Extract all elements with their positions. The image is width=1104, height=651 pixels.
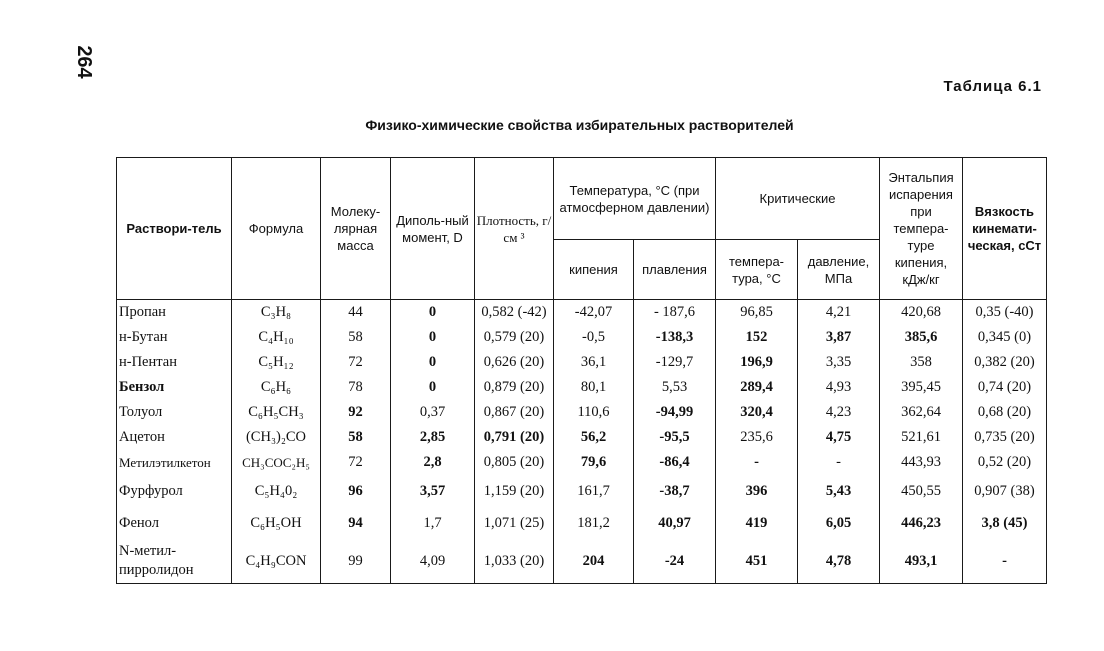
header-critical-temperature: темпера-тура, °С xyxy=(716,240,798,300)
cell-viscosity: - xyxy=(963,539,1047,584)
table-row xyxy=(117,507,1047,539)
cell-formula: C₆H₅OH xyxy=(232,507,321,539)
cell-melting: -24 xyxy=(634,539,716,584)
page-number: 264 xyxy=(73,45,95,79)
table-row xyxy=(117,350,1047,375)
header-melting: плавления xyxy=(634,240,716,300)
cell-critical-pressure: 6,05 xyxy=(798,507,880,539)
cell-density: 1,159 (20) xyxy=(475,475,554,507)
cell-critical-temperature: 235,6 xyxy=(716,425,798,450)
cell-dipole: 1,7 xyxy=(391,507,475,539)
cell-mass: 72 xyxy=(321,350,391,375)
cell-dipole: 0 xyxy=(391,375,475,400)
cell-formula: C₆H₆ xyxy=(232,375,321,400)
cell-dipole: 3,57 xyxy=(391,475,475,507)
cell-critical-temperature: 320,4 xyxy=(716,400,798,425)
cell-melting: - 187,6 xyxy=(634,300,716,326)
cell-critical-pressure: 3,35 xyxy=(798,350,880,375)
cell-mass: 94 xyxy=(321,507,391,539)
cell-boiling: 80,1 xyxy=(554,375,634,400)
cell-critical-temperature: 96,85 xyxy=(716,300,798,326)
cell-boiling: -42,07 xyxy=(554,300,634,326)
header-temperature-group: Температура, °С (при атмосферном давлении) xyxy=(554,158,716,240)
cell-density: 0,805 (20) xyxy=(475,450,554,475)
cell-density: 0,879 (20) xyxy=(475,375,554,400)
cell-enthalpy: 362,64 xyxy=(880,400,963,425)
cell-viscosity: 0,74 (20) xyxy=(963,375,1047,400)
cell-enthalpy: 420,68 xyxy=(880,300,963,326)
header-viscosity: Вязкость кинемати-ческая, сСт xyxy=(963,158,1047,300)
cell-melting: -86,4 xyxy=(634,450,716,475)
cell-dipole: 4,09 xyxy=(391,539,475,584)
cell-mass: 58 xyxy=(321,325,391,350)
cell-boiling: 161,7 xyxy=(554,475,634,507)
cell-melting: 40,97 xyxy=(634,507,716,539)
cell-solvent: Бензол xyxy=(117,375,232,400)
cell-melting: -129,7 xyxy=(634,350,716,375)
cell-critical-temperature: 419 xyxy=(716,507,798,539)
cell-density: 0,582 (-42) xyxy=(475,300,554,326)
cell-viscosity: 0,382 (20) xyxy=(963,350,1047,375)
cell-density: 0,791 (20) xyxy=(475,425,554,450)
cell-critical-temperature: - xyxy=(716,450,798,475)
cell-boiling: -0,5 xyxy=(554,325,634,350)
cell-mass: 92 xyxy=(321,400,391,425)
cell-dipole: 2,8 xyxy=(391,450,475,475)
header-solvent: Раствори-тель xyxy=(117,158,232,300)
cell-dipole: 0 xyxy=(391,325,475,350)
header-formula: Формула xyxy=(232,158,321,300)
cell-density: 0,867 (20) xyxy=(475,400,554,425)
cell-viscosity: 0,907 (38) xyxy=(963,475,1047,507)
cell-melting: -138,3 xyxy=(634,325,716,350)
table-row xyxy=(117,539,1047,584)
cell-solvent: н-Пентан xyxy=(117,350,232,375)
cell-viscosity: 0,345 (0) xyxy=(963,325,1047,350)
cell-critical-temperature: 152 xyxy=(716,325,798,350)
cell-solvent: Пропан xyxy=(117,300,232,326)
cell-mass: 78 xyxy=(321,375,391,400)
cell-mass: 58 xyxy=(321,425,391,450)
cell-melting: -95,5 xyxy=(634,425,716,450)
header-critical-group: Критические xyxy=(716,158,880,240)
table-row xyxy=(117,425,1047,450)
cell-critical-pressure: - xyxy=(798,450,880,475)
cell-density: 1,033 (20) xyxy=(475,539,554,584)
cell-solvent: Фенол xyxy=(117,507,232,539)
table-row xyxy=(117,325,1047,350)
cell-dipole: 0 xyxy=(391,350,475,375)
cell-formula: C₅H₁₂ xyxy=(232,350,321,375)
cell-viscosity: 0,35 (-40) xyxy=(963,300,1047,326)
cell-solvent: Толуол xyxy=(117,400,232,425)
properties-table xyxy=(116,157,1047,584)
header-boiling: кипения xyxy=(554,240,634,300)
cell-viscosity: 0,52 (20) xyxy=(963,450,1047,475)
cell-formula: (CH₃)₂CO xyxy=(232,425,321,450)
cell-enthalpy: 521,61 xyxy=(880,425,963,450)
cell-density: 1,071 (25) xyxy=(475,507,554,539)
cell-critical-pressure: 4,78 xyxy=(798,539,880,584)
header-critical-pressure: давление, МПа xyxy=(798,240,880,300)
cell-critical-temperature: 451 xyxy=(716,539,798,584)
cell-boiling: 110,6 xyxy=(554,400,634,425)
cell-formula: C₆H₅CH₃ xyxy=(232,400,321,425)
cell-boiling: 204 xyxy=(554,539,634,584)
cell-formula: C₅H₄0₂ xyxy=(232,475,321,507)
header-molar-mass: Молеку-лярная масса xyxy=(321,158,391,300)
cell-critical-temperature: 289,4 xyxy=(716,375,798,400)
cell-solvent: Метилэтилкетон xyxy=(117,450,232,475)
cell-viscosity: 0,68 (20) xyxy=(963,400,1047,425)
cell-mass: 96 xyxy=(321,475,391,507)
cell-enthalpy: 358 xyxy=(880,350,963,375)
header-dipole: Диполь-ный момент, D xyxy=(391,158,475,300)
cell-critical-temperature: 396 xyxy=(716,475,798,507)
cell-density: 0,579 (20) xyxy=(475,325,554,350)
cell-enthalpy: 443,93 xyxy=(880,450,963,475)
cell-enthalpy: 493,1 xyxy=(880,539,963,584)
cell-critical-pressure: 4,21 xyxy=(798,300,880,326)
cell-melting: 5,53 xyxy=(634,375,716,400)
table-row xyxy=(117,300,1047,326)
cell-boiling: 181,2 xyxy=(554,507,634,539)
header-enthalpy: Энтальпия испарения при темпера-туре кипения, кДж/кг xyxy=(880,158,963,300)
table-row xyxy=(117,475,1047,507)
cell-critical-pressure: 3,87 xyxy=(798,325,880,350)
cell-formula: C₃H₈ xyxy=(232,300,321,326)
cell-density: 0,626 (20) xyxy=(475,350,554,375)
cell-boiling: 56,2 xyxy=(554,425,634,450)
cell-enthalpy: 385,6 xyxy=(880,325,963,350)
cell-enthalpy: 450,55 xyxy=(880,475,963,507)
cell-solvent: Ацетон xyxy=(117,425,232,450)
cell-formula: C₄H₉CON xyxy=(232,539,321,584)
cell-critical-pressure: 4,23 xyxy=(798,400,880,425)
cell-solvent: N-метил-пирролидон xyxy=(117,539,232,584)
cell-mass: 44 xyxy=(321,300,391,326)
table-title: Физико-химические свойства избирательных растворителей xyxy=(365,117,794,133)
header-density: Плотность, г/см ³ xyxy=(475,158,554,300)
cell-formula: C₄H₁₀ xyxy=(232,325,321,350)
table-row xyxy=(117,400,1047,425)
cell-viscosity: 3,8 (45) xyxy=(963,507,1047,539)
cell-dipole: 0,37 xyxy=(391,400,475,425)
cell-enthalpy: 395,45 xyxy=(880,375,963,400)
table-label: Таблица 6.1 xyxy=(943,78,1042,95)
cell-dipole: 0 xyxy=(391,300,475,326)
table-row xyxy=(117,450,1047,475)
cell-dipole: 2,85 xyxy=(391,425,475,450)
cell-critical-pressure: 4,93 xyxy=(798,375,880,400)
cell-mass: 72 xyxy=(321,450,391,475)
cell-enthalpy: 446,23 xyxy=(880,507,963,539)
cell-boiling: 36,1 xyxy=(554,350,634,375)
cell-mass: 99 xyxy=(321,539,391,584)
table-row xyxy=(117,375,1047,400)
cell-solvent: н-Бутан xyxy=(117,325,232,350)
cell-boiling: 79,6 xyxy=(554,450,634,475)
cell-viscosity: 0,735 (20) xyxy=(963,425,1047,450)
cell-melting: -38,7 xyxy=(634,475,716,507)
cell-critical-temperature: 196,9 xyxy=(716,350,798,375)
cell-critical-pressure: 5,43 xyxy=(798,475,880,507)
cell-formula: CH₃COC₂H₅ xyxy=(232,450,321,475)
cell-critical-pressure: 4,75 xyxy=(798,425,880,450)
cell-solvent: Фурфурол xyxy=(117,475,232,507)
cell-melting: -94,99 xyxy=(634,400,716,425)
